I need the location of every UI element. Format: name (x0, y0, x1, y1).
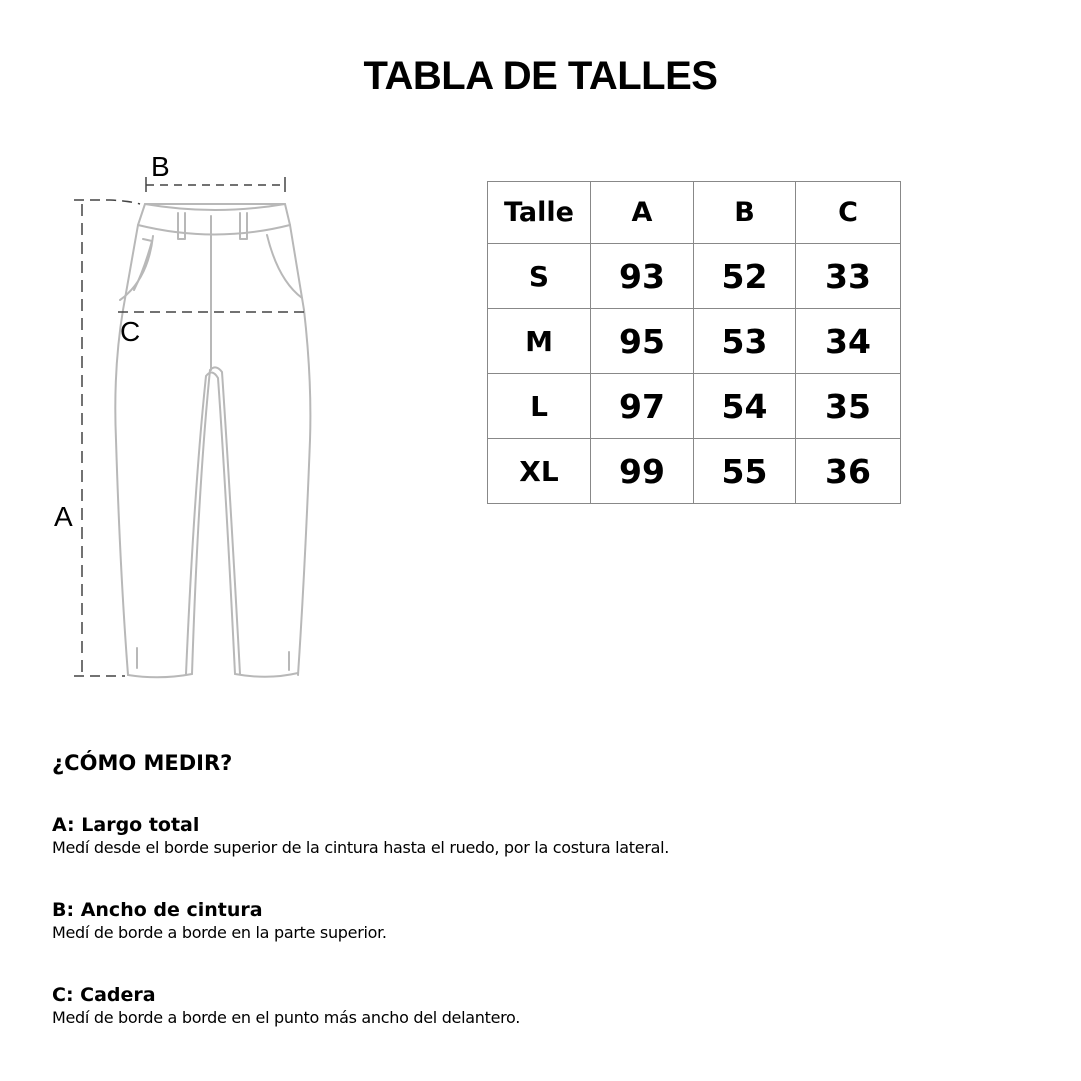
size-cell: L (488, 374, 591, 439)
size-cell: M (488, 309, 591, 374)
size-cell: S (488, 244, 591, 309)
table-row (488, 439, 901, 504)
value-c-cell: 36 (796, 439, 901, 504)
value-b-cell: 55 (694, 439, 796, 504)
value-c-cell: 33 (796, 244, 901, 309)
size-cell: XL (488, 439, 591, 504)
table-row (488, 374, 901, 439)
value-a-cell: 95 (591, 309, 694, 374)
pants-diagram (40, 140, 340, 700)
value-b-cell: 52 (694, 244, 796, 309)
header-c: C (796, 182, 901, 244)
how-to-measure-section (52, 748, 232, 778)
pants-illustration (115, 204, 310, 677)
measure-item-desc: Medí de borde a borde en la parte superior. (52, 923, 387, 942)
table-header-row (488, 182, 901, 244)
measure-item-title: B: Ancho de cintura (52, 899, 263, 921)
value-b-cell: 53 (694, 309, 796, 374)
measure-item-title: C: Cadera (52, 984, 156, 1006)
label-b: B (151, 151, 170, 182)
measure-item-desc: Medí de borde a borde en el punto más ancho del delantero. (52, 1008, 521, 1027)
measure-item-desc: Medí desde el borde superior de la cintura hasta el ruedo, por la costura lateral. (52, 838, 670, 857)
page-title: TABLA DE TALLES (363, 54, 718, 98)
header-a: A (591, 182, 694, 244)
header-b: B (694, 182, 796, 244)
value-c-cell: 35 (796, 374, 901, 439)
value-a-cell: 97 (591, 374, 694, 439)
table-row (488, 244, 901, 309)
table-row (488, 309, 901, 374)
measure-item-title: A: Largo total (52, 814, 200, 836)
header-talle: Talle (488, 182, 591, 244)
how-to-heading: ¿CÓMO MEDIR? (52, 751, 233, 775)
measure-item-c (52, 983, 520, 1029)
label-a: A (54, 501, 73, 532)
value-b-cell: 54 (694, 374, 796, 439)
size-table (487, 181, 901, 504)
measure-item-a (52, 813, 669, 859)
measure-item-b (52, 898, 387, 944)
label-c: C (120, 316, 141, 347)
value-a-cell: 93 (591, 244, 694, 309)
value-a-cell: 99 (591, 439, 694, 504)
value-c-cell: 34 (796, 309, 901, 374)
